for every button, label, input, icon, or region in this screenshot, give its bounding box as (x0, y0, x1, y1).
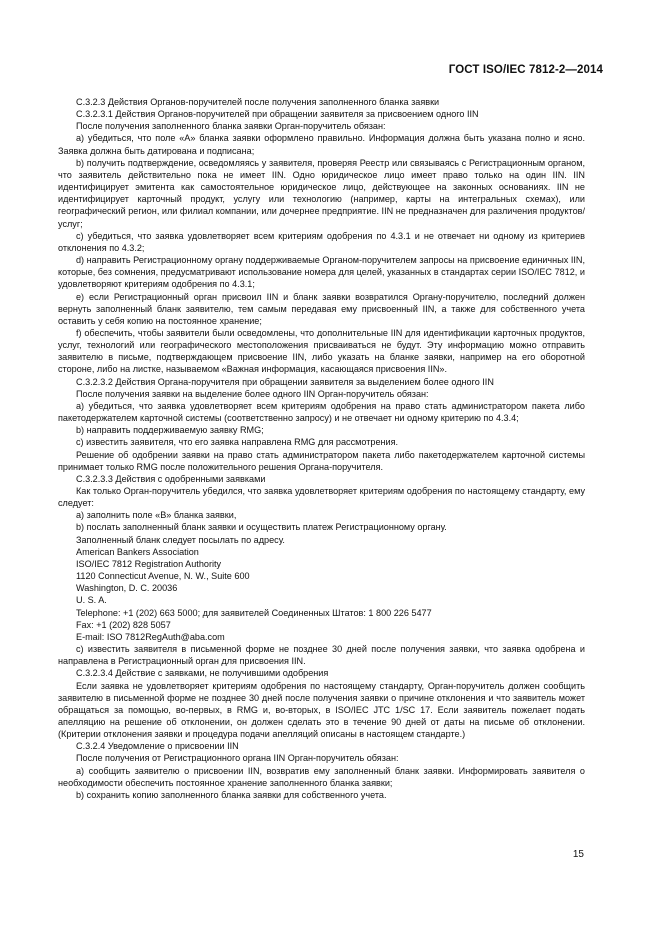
paragraph: d) направить Регистрационному органу поддерживаемые Органом-поручителем запросы на присвоение единичных IIN, которые, без сомнения, предусматривают использование номера для целей, указанных в стандартах серии ISO/IEC 7812, и удовлетворяют критериям одобрения по 4.3.1; (58, 255, 585, 290)
paragraph: Решение об одобрении заявки на право стать администратором пакета либо пакетодержателем карточной системы принимает только RMG после положительного решения Органа-поручителя. (58, 449, 585, 472)
paragraph: После получения от Регистрационного органа IIN Орган-поручитель обязан: (76, 753, 399, 764)
paragraph: После получения заполненного бланка заявки Орган-поручитель обязан: (76, 121, 386, 132)
paragraph: C.3.2.3.1 Действия Органов-поручителей при обращении заявителя за присвоением одного IIN (76, 109, 479, 120)
address-line: ISO/IEC 7812 Registration Authority (76, 558, 222, 569)
paragraph: b) получить подтверждение, осведомляясь у заявителя, проверяя Реестр или связываясь с Регистрационным органом, что заявитель действительно пока не имеет IIN. Одно юридическое лицо имеет право только на один IIN. IIN идентифицирует эмитента как самостоятельное юридическое лицо, действующее на законных основаниях. IIN не идентифицирует карточный продукт, услугу или технологию (например, карты на интегральных схемах), или географический регион, или филиал компании, или дочернее предприятие. IIN не предназначен для различения продуктов/услуг; (58, 157, 585, 229)
paragraph: a) сообщить заявителю о присвоении IIN, возвратив ему заполненный бланк заявки. Информировать заявителя о необходимости обеспечить постоянное хранение заполненного бланка заявки; (58, 765, 585, 788)
address-line: Telephone: +1 (202) 663 5000; для заявителей Соединенных Штатов: 1 800 226 5477 (76, 607, 432, 618)
paragraph: b) послать заполненный бланк заявки и осуществить платеж Регистрационному органу. (76, 522, 447, 533)
document-header: ГОСТ ISO/IEC 7812-2—2014 (448, 64, 603, 76)
address-line: Fax: +1 (202) 828 5057 (76, 619, 171, 630)
page-number: 15 (572, 849, 584, 860)
address-line: American Bankers Association (76, 546, 199, 557)
paragraph: c) известить заявителя в письменной форме не позднее 30 дней после получения заявки, что заявка одобрена и направлена в Регистрационный орган для присвоения IIN. (58, 644, 585, 667)
paragraph: C.3.2.3.4 Действие с заявками, не получившими одобрения (76, 668, 329, 679)
paragraph: C.3.2.3.2 Действия Органа-поручителя при обращении заявителя за выделением более одного IIN (76, 376, 494, 387)
paragraph: a) убедиться, что заявка удовлетворяет всем критериям одобрения на право стать администратором пакета либо пакетодержателем карточной системы (соответственно запросу) и не отвечает ни одному критерию по 4.3.4; (58, 400, 585, 424)
address-line: Washington, D. C. 20036 (76, 583, 178, 594)
paragraph: Если заявка не удовлетворяет критериям одобрения по настоящему стандарту, Орган-поручитель должен сообщить заявителю в письменной форме не позднее 30 дней после получения заявки о причине отклонения и что заявитель может обращаться за помощью, во-первых, в RMG и, во-вторых, в ISO/IEC JTC 1/SC 17. Если заявитель пожелает подать апелляцию на решение об отклонении, он должен сделать это в течение 90 дней от даты на письме об отклонении. (Критерии отклонения заявки и процедура подачи апелляций описаны в настоящем стандарте.) (58, 680, 585, 740)
address-line: 1120 Connecticut Avenue, N. W., Suite 600 (76, 571, 250, 582)
paragraph: C.3.2.4 Уведомление о присвоении IIN (76, 741, 239, 752)
paragraph: c) известить заявителя, что его заявка направлена RMG для рассмотрения. (76, 437, 399, 448)
paragraph: a) убедиться, что поле «A» бланка заявки оформлено правильно. Информация должна быть указана полно и ясно. Заявка должна быть датирована и подписана; (58, 133, 585, 156)
document-body (58, 96, 585, 801)
paragraph: После получения заявки на выделение более одного IIN Орган-поручитель обязан: (76, 388, 429, 399)
paragraph: e) если Регистрационный орган присвоил IIN и бланк заявки возвратился Органу-поручителю, последний должен вернуть заполненный бланк заявителю, тем самым передавая ему присвоенный IIN, а также для собственного учета оставить у себя копию на постоянное хранение; (58, 291, 585, 326)
paragraph: c) убедиться, что заявка удовлетворяет всем критериям одобрения по 4.3.1 и не отвечает ни одному из критериев отклонения по 4.3.2; (58, 230, 585, 253)
paragraph: b) сохранить копию заполненного бланка заявки для собственного учета. (76, 789, 387, 800)
paragraph: C.3.2.3 Действия Органов-поручителей после получения заполненного бланка заявки (76, 97, 440, 107)
address-line: U. S. A. (76, 595, 107, 606)
paragraph: C.3.2.3.3 Действия с одобренными заявками (76, 473, 266, 484)
paragraph: b) направить поддерживаемую заявку RMG; (76, 425, 264, 436)
paragraph: Заполненный бланк следует посылать по адресу. (76, 534, 285, 545)
paragraph: Как только Орган-поручитель убедился, что заявка удовлетворяет критериям одобрения по настоящему стандарту, ему следует: (58, 486, 585, 509)
paragraph: f) обеспечить, чтобы заявители были осведомлены, что дополнительные IIN для идентификации карточных продуктов, услуг, технологий или географического местоположения присваиваться не будут. Эту информацию можно отправить заявителю в письме, подтверждающем присвоение IIN, либо указать на бланке заявки, например на его оборотной стороне, либо на листке, называемом «Важная информация, касающаяся присвоения IIN». (58, 327, 585, 375)
paragraph: a) заполнить поле «B» бланка заявки, (76, 510, 237, 521)
address-line: E-mail: ISO 7812RegAuth@aba.com (76, 631, 225, 642)
